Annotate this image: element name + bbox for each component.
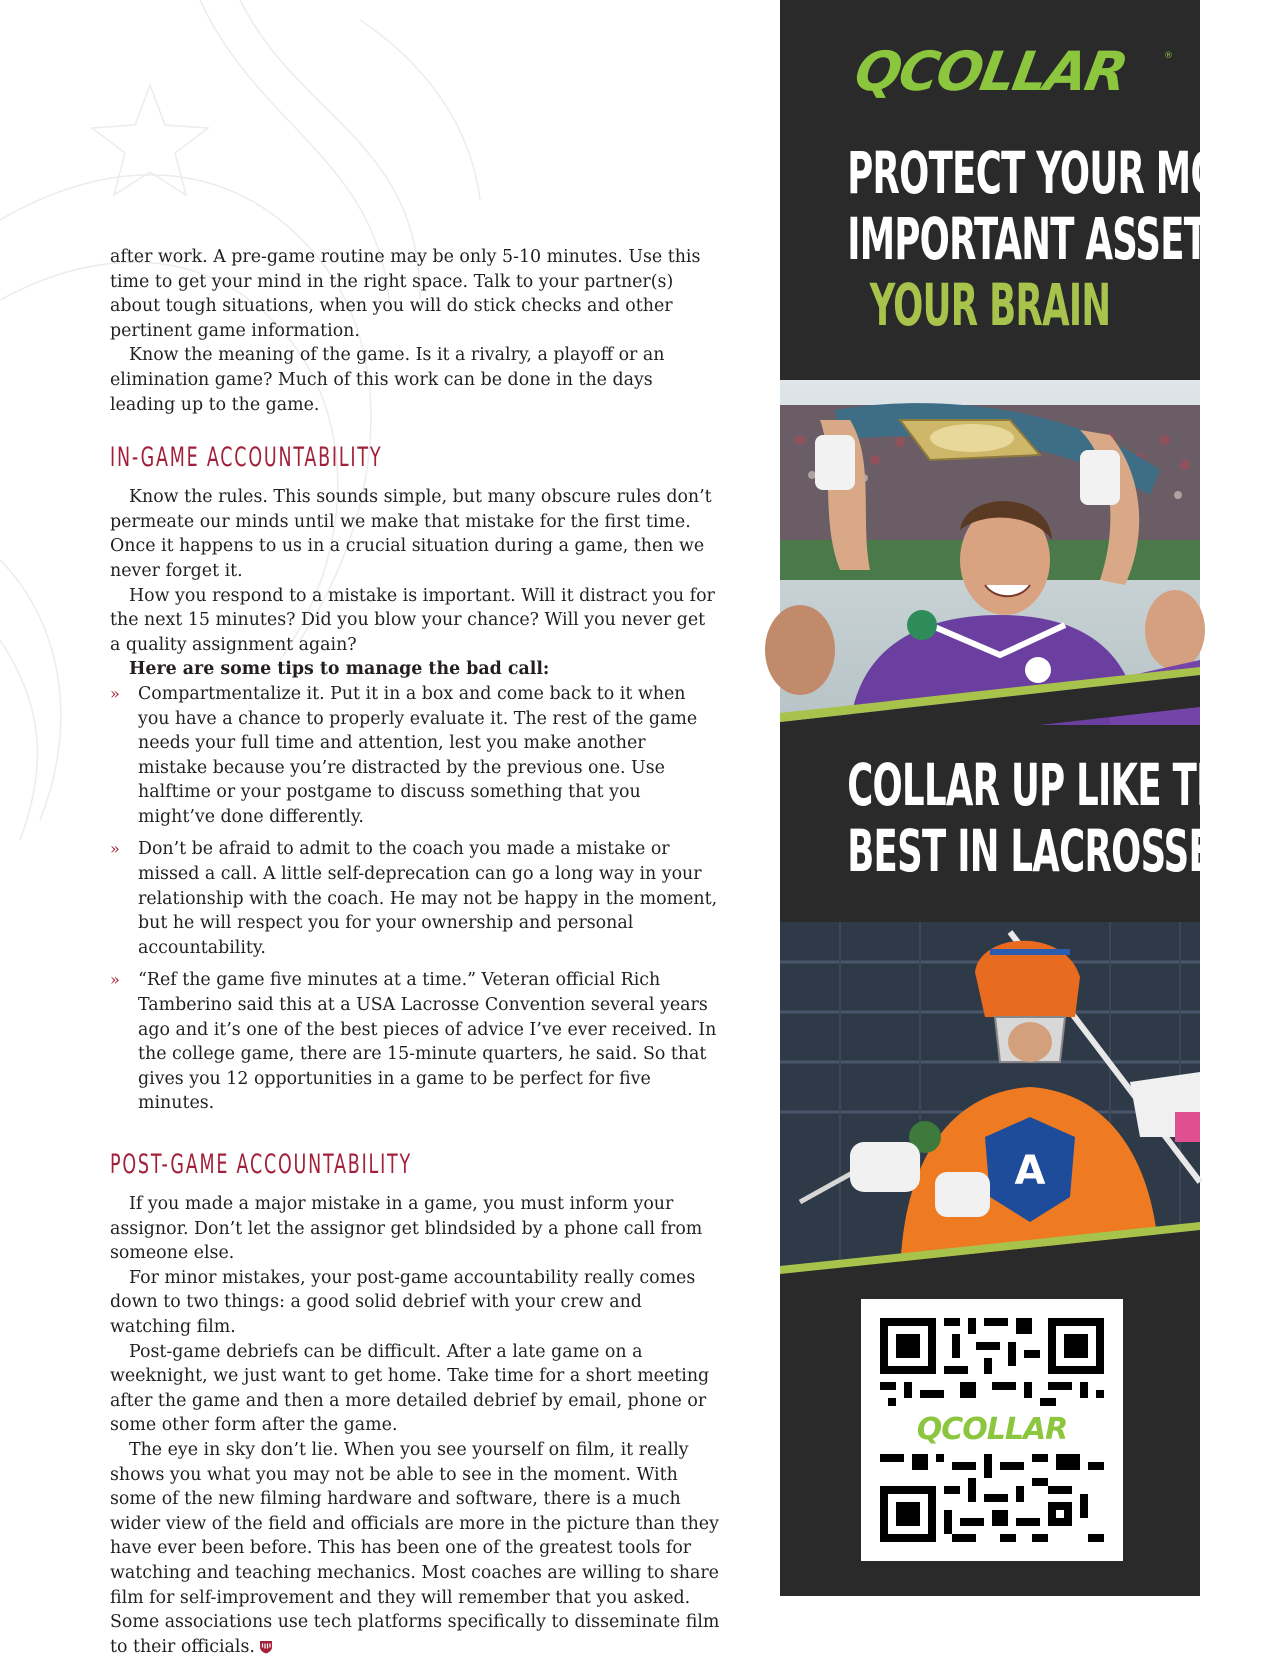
ad-headline-protect <box>780 139 1268 339</box>
intro-paragraph-1: after work. A pre-game routine may be only 5-10 minutes. Use this time to get your mind in the right space. Talk to your partner(s) about tough situations, when you will do stick checks and other pertinent game information. <box>110 247 701 341</box>
list-item <box>110 682 720 830</box>
svg-text:A: A <box>1014 1148 1046 1194</box>
qr-logo-text: QCOLLAR <box>916 1412 1068 1447</box>
list-item <box>110 968 720 1116</box>
in-game-paragraph-1: Know the rules. This sounds simple, but many obscure rules don’t permeate our minds until we make that mistake for the first time. Once it happens to us in a crucial situation during a game, then we never forget it. <box>110 487 712 581</box>
section-heading-post-game: POST-GAME ACCOUNTABILITY <box>110 1149 412 1180</box>
headline-line-2: BEST IN LACROSSE <box>847 817 1213 885</box>
svg-text:®: ® <box>1164 51 1173 61</box>
qcollar-logo <box>820 39 1173 103</box>
logo-text: QCOLLAR <box>850 39 1131 103</box>
chevron-bullet-icon: » <box>110 970 120 990</box>
post-game-paragraph-2: For minor mistakes, your post-game accountability really comes down to two things: a good solid debrief with your crew and watching film. <box>110 1267 696 1337</box>
headline-line-3: YOUR BRAIN <box>869 271 1111 339</box>
photo-celebration <box>780 380 1200 725</box>
in-game-paragraph-2: How you respond to a mistake is important. Will it distract you for the next 15 minutes? Did you blow your chance? Will you never get a quality assignment again? <box>110 585 715 655</box>
section-heading-in-game: IN-GAME ACCOUNTABILITY <box>110 442 383 474</box>
chevron-bullet-icon: » <box>110 839 120 859</box>
tip-text: Compartmentalize it. Put it in a box and come back to it when you have a chance to properly evaluate it. The rest of the game needs your full time and attention, lest you make another mistake because you’re distracted by the previous one. Use halftime or your postgame to discuss something that you might’ve done differently. <box>138 683 698 827</box>
list-item <box>110 837 720 960</box>
intro-paragraph-2: Know the meaning of the game. Is it a rivalry, a playoff or an elimination game? Much of this work can be done in the days leading up to the game. <box>110 345 665 415</box>
tips-intro: Here are some tips to manage the bad call: <box>129 659 550 680</box>
tip-text: “Ref the game five minutes at a time.” Veteran official Rich Tamberino said this at a USA Lacrosse Convention several years ago and it’s one of the best pieces of advice I’ve ever received. In the college game, there are 15-minute quarters, he said. So that gives you 12 opportunities in a game to be perfect for five minutes. <box>138 970 717 1114</box>
ad-headline-collar-up <box>780 751 1249 885</box>
headline-line-2: IMPORTANT ASSET: <box>847 205 1219 273</box>
post-game-paragraph-3: Post-game debriefs can be difficult. After a late game on a weeknight, we just want to get home. Take time for a short meeting after the game and then a more detailed debrief by email, phone or some other form after the game. <box>110 1341 710 1436</box>
post-game-paragraph-4-text: The eye in sky don’t lie. When you see yourself on film, it really shows you what you may not be able to see in the moment. With some of the new filming hardware and software, there is a much wider view of the field and officials are more in the picture than they have ever been before. This has been one of the greatest tools for watching and teaching mechanics. Most coaches are willing to share film for self-improvement and they will remember that you asked. Some associations use tech platforms specifically to disseminate film to their officials. <box>110 1439 720 1657</box>
article-column <box>110 245 720 1659</box>
headline-line-1: PROTECT YOUR MOST <box>847 139 1268 207</box>
qcollar-ad-sidebar <box>780 0 1268 1596</box>
headline-line-1: COLLAR UP LIKE THE <box>847 751 1249 819</box>
green-diagonal-band-1 <box>780 675 1200 755</box>
qr-code[interactable] <box>861 1299 1123 1561</box>
chevron-bullet-icon: » <box>110 683 120 703</box>
post-game-paragraph-1: If you made a major mistake in a game, you must inform your assignor. Don’t let the assignor get blindsided by a phone call from someone else. <box>110 1194 703 1264</box>
end-of-article-shield-icon <box>259 1640 273 1654</box>
post-game-paragraph-4 <box>110 1438 720 1659</box>
tip-text: Don’t be afraid to admit to the coach you made a mistake or missed a call. A little self-deprecation can go a long way in your relationship with the coach. He may not be happy in the moment, but he will respect you for your ownership and personal accountability. <box>138 839 718 958</box>
tips-list <box>110 682 720 1116</box>
